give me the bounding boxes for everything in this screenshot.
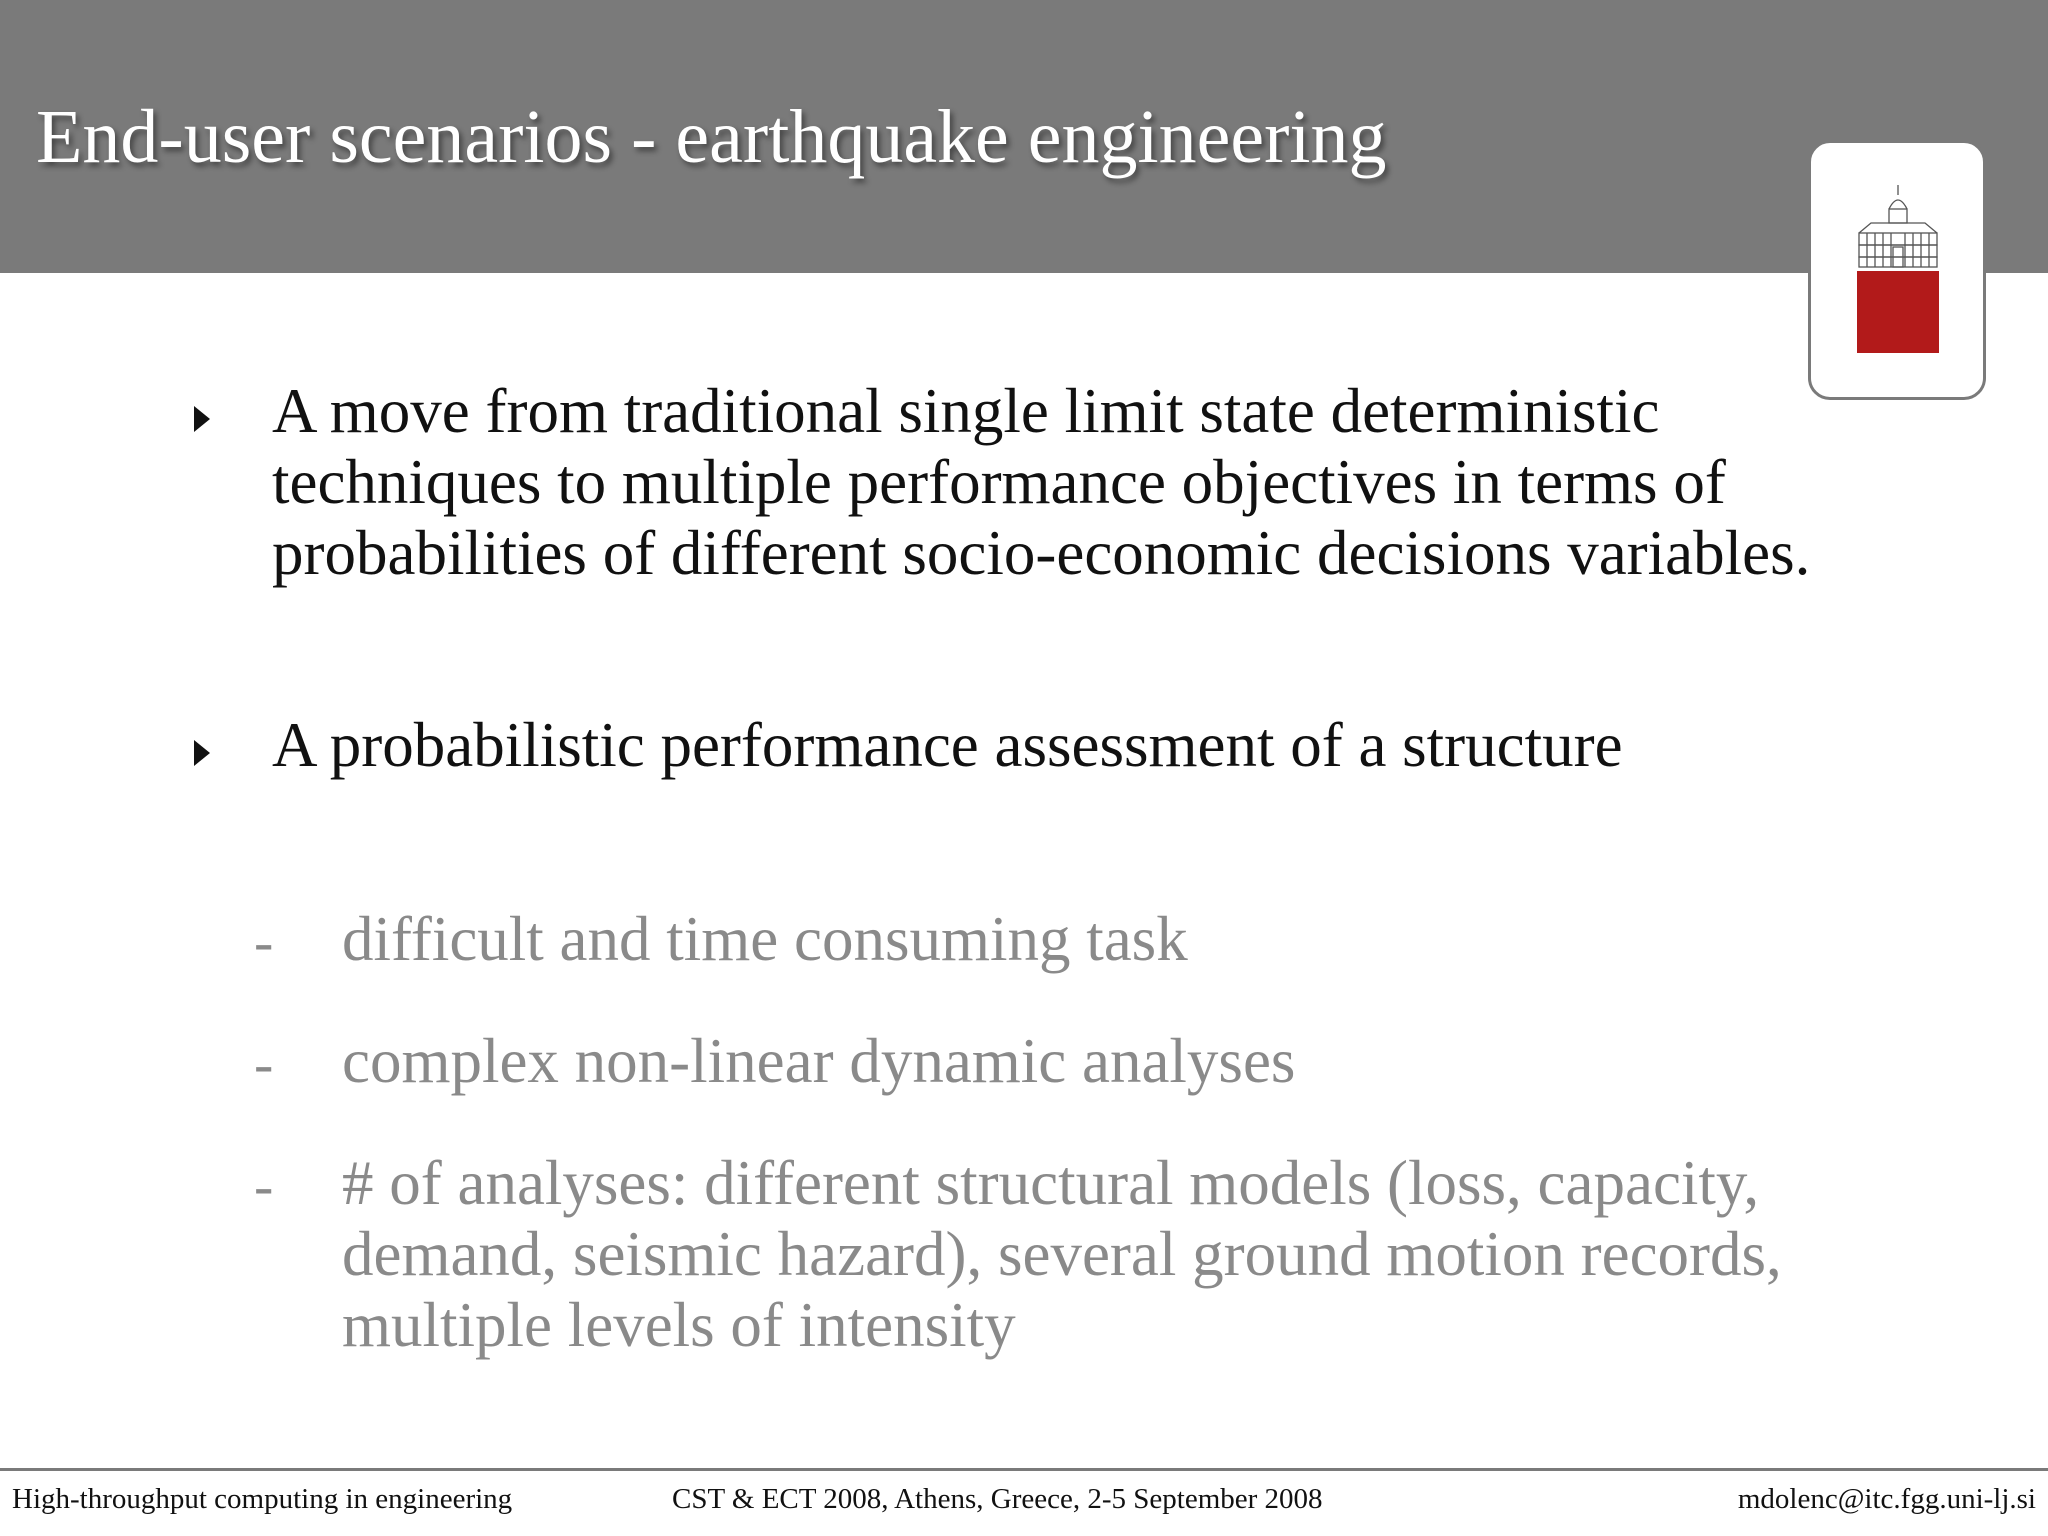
bullet-text: A move from traditional single limit state deterministic techniques to multiple performance objectives in terms of probabilities of different socio-economic decisions variables. xyxy=(272,376,1811,588)
slide-title: End-user scenarios - earthquake engineering xyxy=(36,95,1387,179)
sub-item-text: difficult and time consuming task xyxy=(342,904,1188,974)
sub-item-text: complex non-linear dynamic analyses xyxy=(342,1026,1296,1096)
footer-center-text: CST & ECT 2008, Athens, Greece, 2-5 September 2008 xyxy=(672,1483,1323,1515)
sub-item-dash: - xyxy=(254,1031,274,1096)
footer-right-text: mdolenc@itc.fgg.uni-lj.si xyxy=(1737,1483,2036,1515)
sub-item-text: # of analyses: different structural models (loss, capacity, demand, seismic hazard), several ground motion records, multiple levels of intensity xyxy=(342,1148,1782,1360)
bullet-text: A probabilistic performance assessment of a structure xyxy=(272,710,1623,780)
sub-item-dash: - xyxy=(254,909,274,974)
footer-divider xyxy=(0,1468,2048,1471)
triangle-bullet-icon xyxy=(190,404,214,434)
triangle-bullet-icon xyxy=(190,738,214,768)
title-bar xyxy=(0,0,2048,273)
logo-card xyxy=(1808,140,1986,400)
sub-item-dash: - xyxy=(254,1153,274,1218)
university-building-logo-icon xyxy=(1855,183,1941,357)
footer-left-text: High-throughput computing in engineering xyxy=(12,1483,513,1515)
